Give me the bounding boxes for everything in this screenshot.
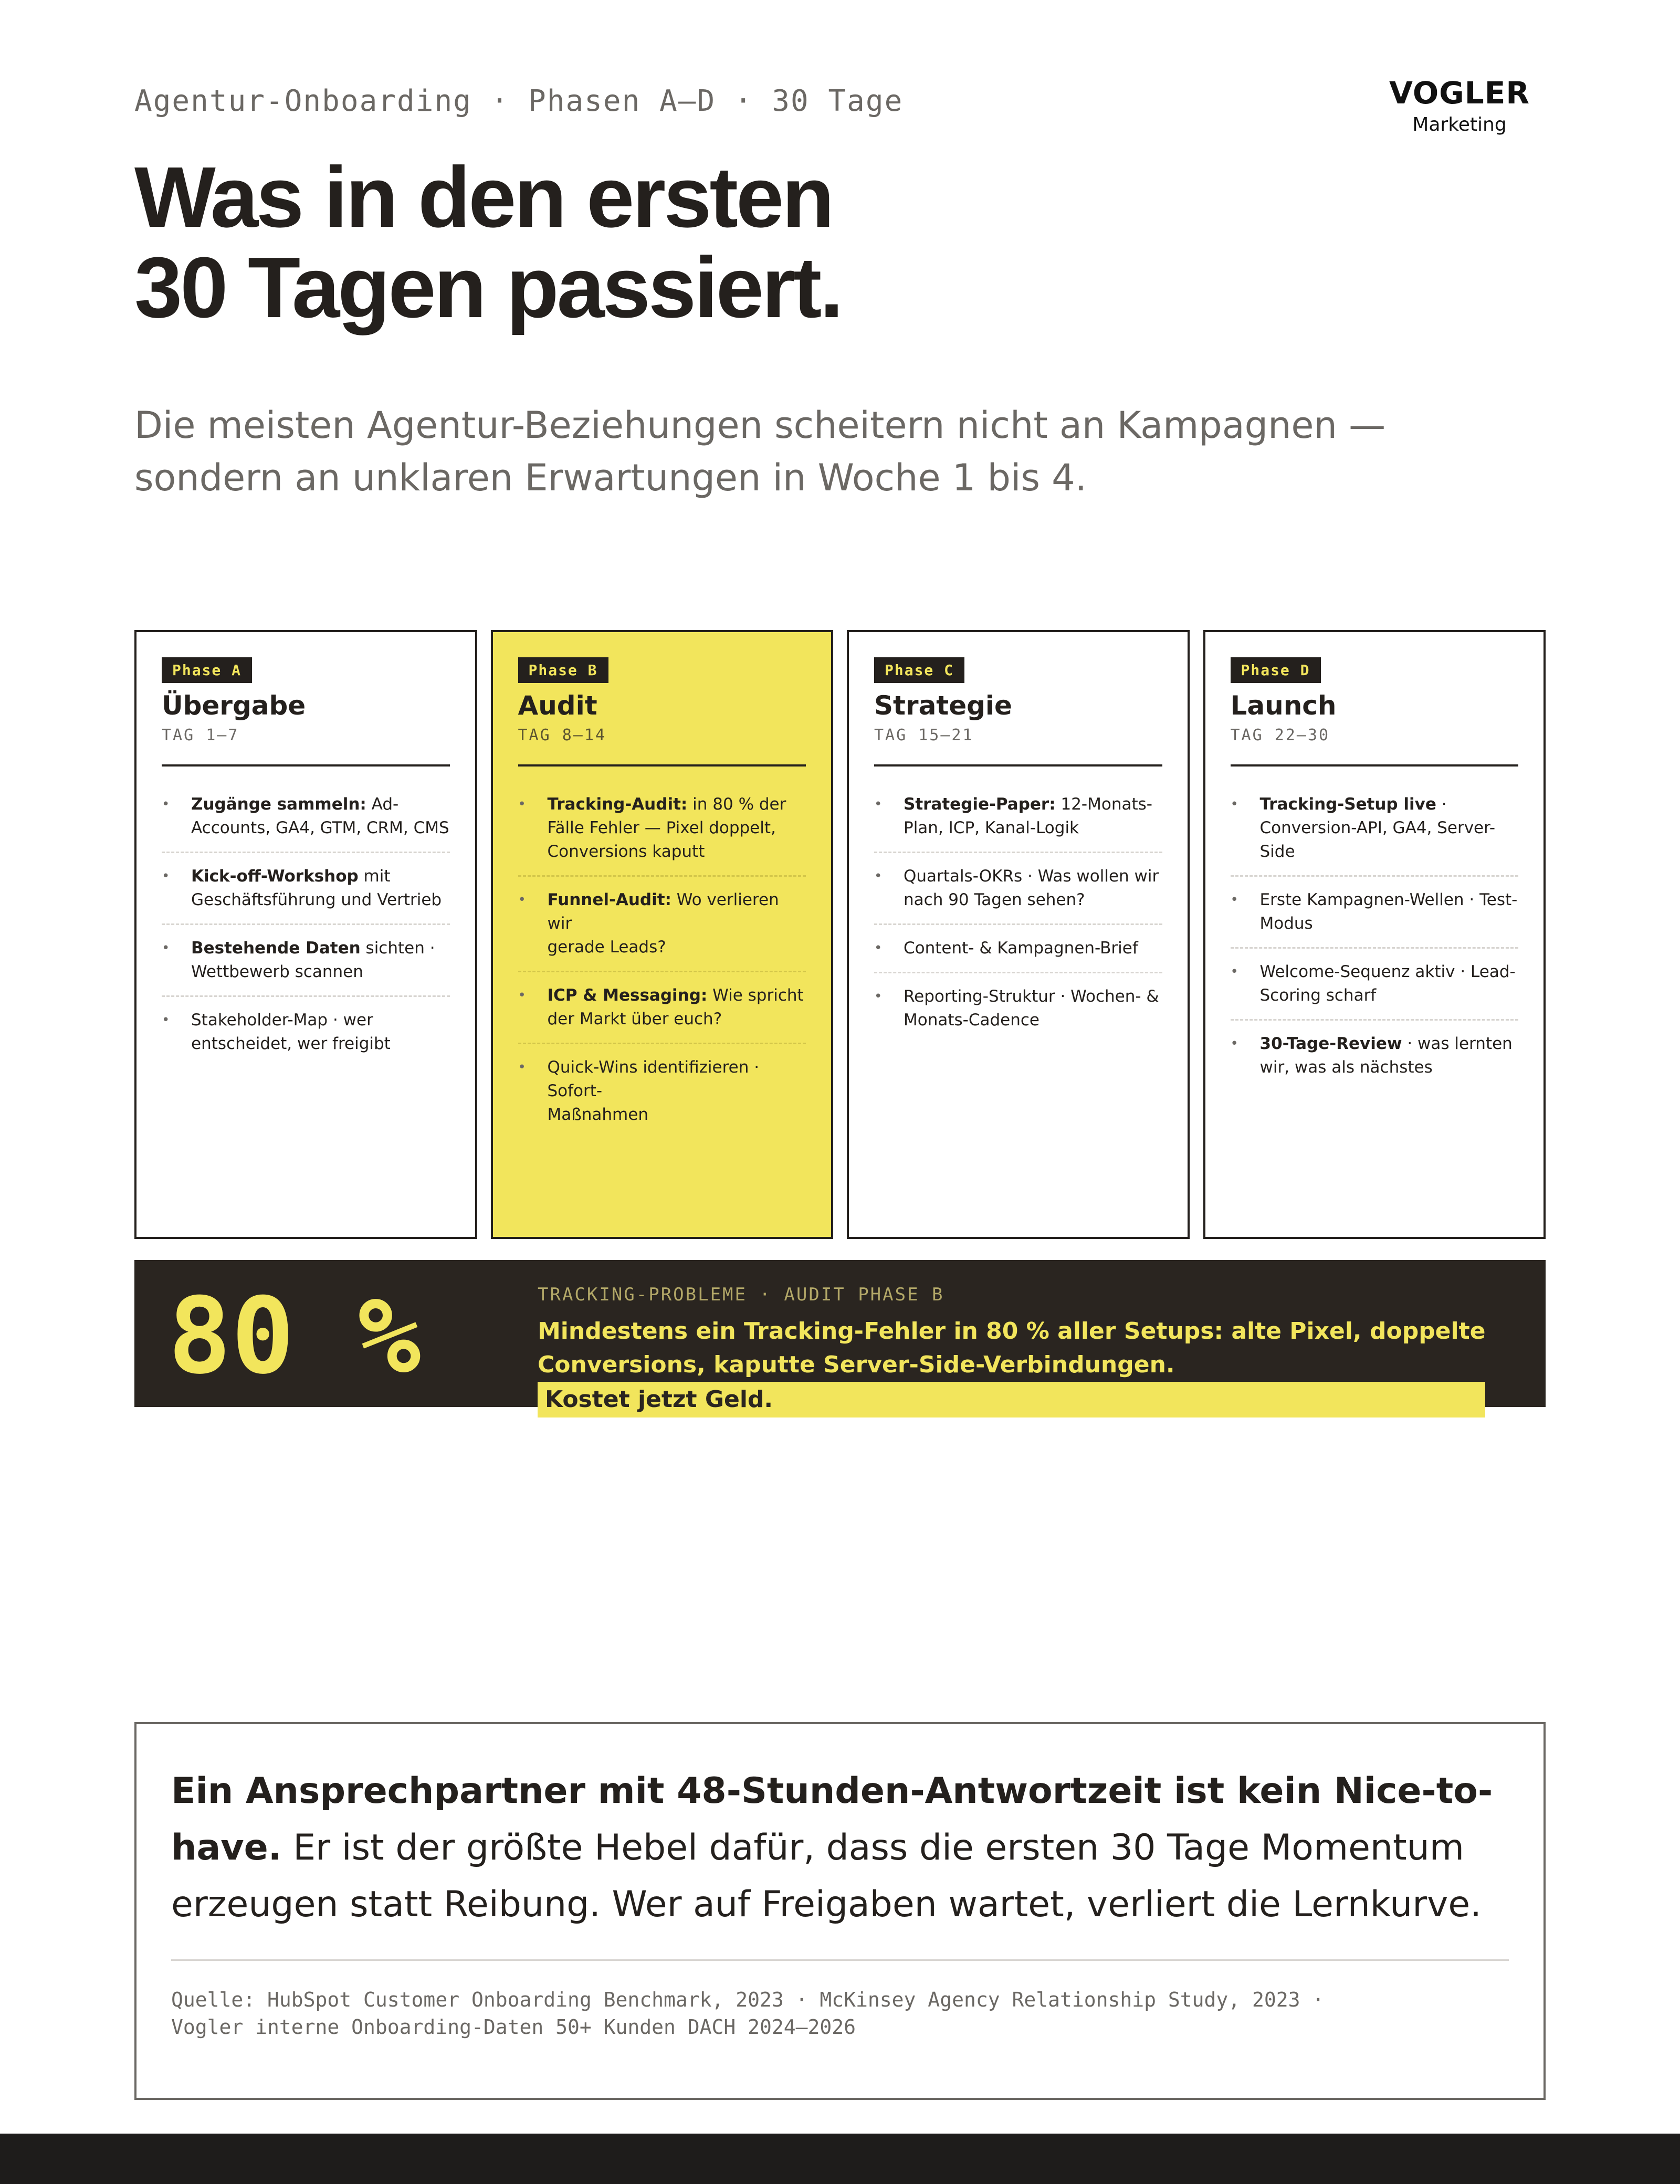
- phase-days: TAG 22–30: [1231, 726, 1519, 766]
- source-line-1: Quelle: HubSpot Customer Onboarding Benchmark, 2023 · McKinsey Agency Relationship Study, 2023 ·: [171, 1988, 1325, 2011]
- bullet-icon: •: [518, 988, 526, 1003]
- phase-tag: Phase A: [162, 657, 252, 683]
- phase-title: Strategie: [874, 690, 1012, 721]
- logo-subtitle: Marketing: [1412, 114, 1507, 135]
- bullet-icon: •: [874, 989, 883, 1004]
- intro-line-2: sondern an unklaren Erwartungen in Woche 1 bis 4.: [134, 456, 1087, 499]
- item-text: in 80 % der: [687, 795, 786, 814]
- item-text: ·: [1436, 795, 1447, 814]
- list-item: [874, 925, 1162, 973]
- item-text: Stakeholder-Map · wer: [191, 1011, 373, 1030]
- item-bold: Tracking-Setup live: [1259, 795, 1436, 814]
- quote-box: [134, 1722, 1546, 2100]
- item-text: sichten ·: [360, 939, 435, 958]
- list-item: [518, 781, 806, 877]
- phase-card-d: [1203, 630, 1546, 1239]
- page-title-line-2: 30 Tagen passiert.: [134, 239, 842, 335]
- item-text: nach 90 Tagen sehen?: [904, 890, 1085, 909]
- item-bold: Zugänge sammeln:: [191, 795, 366, 814]
- bullet-icon: •: [518, 796, 526, 812]
- bullet-icon: •: [162, 1012, 170, 1028]
- item-bold: ICP & Messaging:: [547, 986, 708, 1005]
- source-note: [171, 1986, 1509, 2041]
- item-text: Reporting-Struktur · Wochen- &: [904, 987, 1159, 1006]
- item-bold: Bestehende Daten: [191, 939, 361, 958]
- quote-text-rest: Er ist der größte Hebel dafür, dass die ersten 30 Tage Momentum: [281, 1827, 1465, 1868]
- item-text: Wettbewerb scannen: [191, 962, 363, 981]
- item-text: gerade Leads?: [547, 938, 666, 957]
- item-text: Scoring scharf: [1259, 986, 1377, 1005]
- item-text: Maßnahmen: [547, 1105, 648, 1124]
- item-bold: 30-Tage-Review: [1259, 1034, 1402, 1053]
- item-text: wir, was als nächstes: [1259, 1058, 1433, 1077]
- item-bold: Kick-off-Workshop: [191, 867, 359, 886]
- item-text: Erste Kampagnen-Wellen · Test-: [1259, 890, 1518, 909]
- page-title-line-1: Was in den ersten: [134, 149, 833, 245]
- bullet-icon: •: [874, 940, 883, 956]
- phase-title: Übergabe: [162, 690, 306, 721]
- stat-number: 80 %: [168, 1275, 421, 1398]
- item-text: entscheidet, wer freigibt: [191, 1034, 391, 1053]
- list-item: [162, 781, 450, 853]
- item-bold: Funnel-Audit:: [547, 890, 671, 909]
- stat-line-2: [538, 1348, 1485, 1418]
- bullet-icon: •: [1230, 964, 1238, 980]
- bullet-icon: •: [162, 940, 170, 956]
- phase-item-list: [518, 781, 806, 1138]
- list-item: [518, 1044, 806, 1138]
- phase-tag: Phase D: [1231, 657, 1321, 683]
- phase-days: TAG 1–7: [162, 726, 450, 766]
- item-text: Welcome-Sequenz aktiv · Lead-: [1259, 962, 1516, 981]
- page-title: [134, 149, 842, 335]
- item-text: Fälle Fehler — Pixel doppelt,: [547, 818, 776, 837]
- stat-description: [538, 1315, 1485, 1418]
- bullet-icon: •: [874, 796, 883, 812]
- list-item: [874, 781, 1162, 853]
- phase-days: TAG 8–14: [518, 726, 806, 766]
- bullet-icon: •: [518, 1059, 526, 1075]
- phase-item-list: [162, 781, 450, 1067]
- item-text: Geschäftsführung und Vertrieb: [191, 890, 442, 909]
- bullet-icon: •: [518, 892, 526, 908]
- item-text: Modus: [1259, 914, 1313, 933]
- brand-logo: [1376, 75, 1544, 135]
- item-text: der Markt über euch?: [547, 1010, 722, 1028]
- phase-tag: Phase B: [518, 657, 608, 683]
- logo-wordmark: VOGLER: [1389, 75, 1530, 111]
- list-item: [1231, 1021, 1519, 1091]
- bullet-icon: •: [1230, 892, 1238, 908]
- item-text: · was lernten: [1402, 1034, 1513, 1053]
- item-text: Quick-Wins identifizieren · Sofort-: [547, 1058, 760, 1100]
- bullet-icon: •: [162, 868, 170, 884]
- phase-card-b: [491, 630, 834, 1239]
- list-item: [1231, 949, 1519, 1021]
- intro-text: [134, 399, 1385, 504]
- quote-text: [171, 1763, 1509, 1933]
- footer-bar: [0, 2134, 1680, 2184]
- list-item: [162, 853, 450, 925]
- bullet-icon: •: [874, 868, 883, 884]
- stat-line-2-text: Conversions, kaputte Server-Side-Verbindungen.: [538, 1351, 1175, 1378]
- phase-title: Launch: [1230, 690, 1337, 721]
- phase-item-list: [874, 781, 1162, 1044]
- item-text: Content- & Kampagnen-Brief: [904, 939, 1138, 958]
- phase-title: Audit: [518, 690, 597, 721]
- stat-label: TRACKING-PROBLEME · AUDIT PHASE B: [538, 1284, 944, 1305]
- stat-callout: [134, 1260, 1546, 1413]
- item-text: 12-Monats-: [1055, 795, 1152, 814]
- stat-highlight: Kostet jetzt Geld.: [538, 1382, 1485, 1418]
- bullet-icon: •: [1230, 1036, 1238, 1052]
- item-text: Accounts, GA4, GTM, CRM, CMS: [191, 818, 449, 837]
- item-text: Wo verlieren wir: [547, 890, 779, 933]
- item-text: Conversion-API, GA4, Server-Side: [1259, 818, 1496, 861]
- list-item: [1231, 877, 1519, 949]
- list-item: [518, 972, 806, 1044]
- quote-line-1: [171, 1763, 1509, 1820]
- phase-card-a: [134, 630, 477, 1239]
- phase-days: TAG 15–21: [874, 726, 1162, 766]
- list-item: [162, 997, 450, 1067]
- phase-card-c: [847, 630, 1190, 1239]
- phase-tag: Phase C: [874, 657, 964, 683]
- phase-cards: [134, 630, 1546, 1239]
- phase-item-list: [1231, 781, 1519, 1091]
- quote-bold: have.: [171, 1827, 282, 1868]
- list-item: [162, 925, 450, 997]
- source-line-2: Vogler interne Onboarding-Daten 50+ Kunden DACH 2024–2026: [171, 2015, 856, 2039]
- eyebrow: Agentur-Onboarding · Phasen A–D · 30 Tage: [134, 84, 904, 118]
- item-text: Plan, ICP, Kanal-Logik: [904, 818, 1079, 837]
- quote-line-3: erzeugen statt Reibung. Wer auf Freigaben wartet, verliert die Lernkurve.: [171, 1884, 1482, 1925]
- bullet-icon: •: [1230, 796, 1238, 812]
- divider: [171, 1959, 1509, 1961]
- item-text: mit: [358, 867, 391, 886]
- item-text: Quartals-OKRs · Was wollen wir: [904, 867, 1159, 886]
- quote-line-2: [171, 1820, 1509, 1876]
- list-item: [1231, 781, 1519, 877]
- list-item: [518, 877, 806, 972]
- item-bold: Tracking-Audit:: [547, 795, 688, 814]
- quote-bold: Ein Ansprechpartner mit 48-Stunden-Antwortzeit ist kein Nice-to-: [171, 1770, 1493, 1812]
- intro-line-1: Die meisten Agentur-Beziehungen scheitern nicht an Kampagnen —: [134, 404, 1386, 447]
- item-text: Monats-Cadence: [904, 1011, 1040, 1030]
- list-item: [874, 973, 1162, 1044]
- item-text: Conversions kaputt: [547, 842, 705, 861]
- item-bold: Strategie-Paper:: [904, 795, 1056, 814]
- item-text: Ad-: [366, 795, 399, 814]
- item-text: Wie spricht: [707, 986, 804, 1005]
- list-item: [874, 853, 1162, 925]
- bullet-icon: •: [162, 796, 170, 812]
- stat-line-1: Mindestens ein Tracking-Fehler in 80 % aller Setups: alte Pixel, doppelte: [538, 1318, 1486, 1345]
